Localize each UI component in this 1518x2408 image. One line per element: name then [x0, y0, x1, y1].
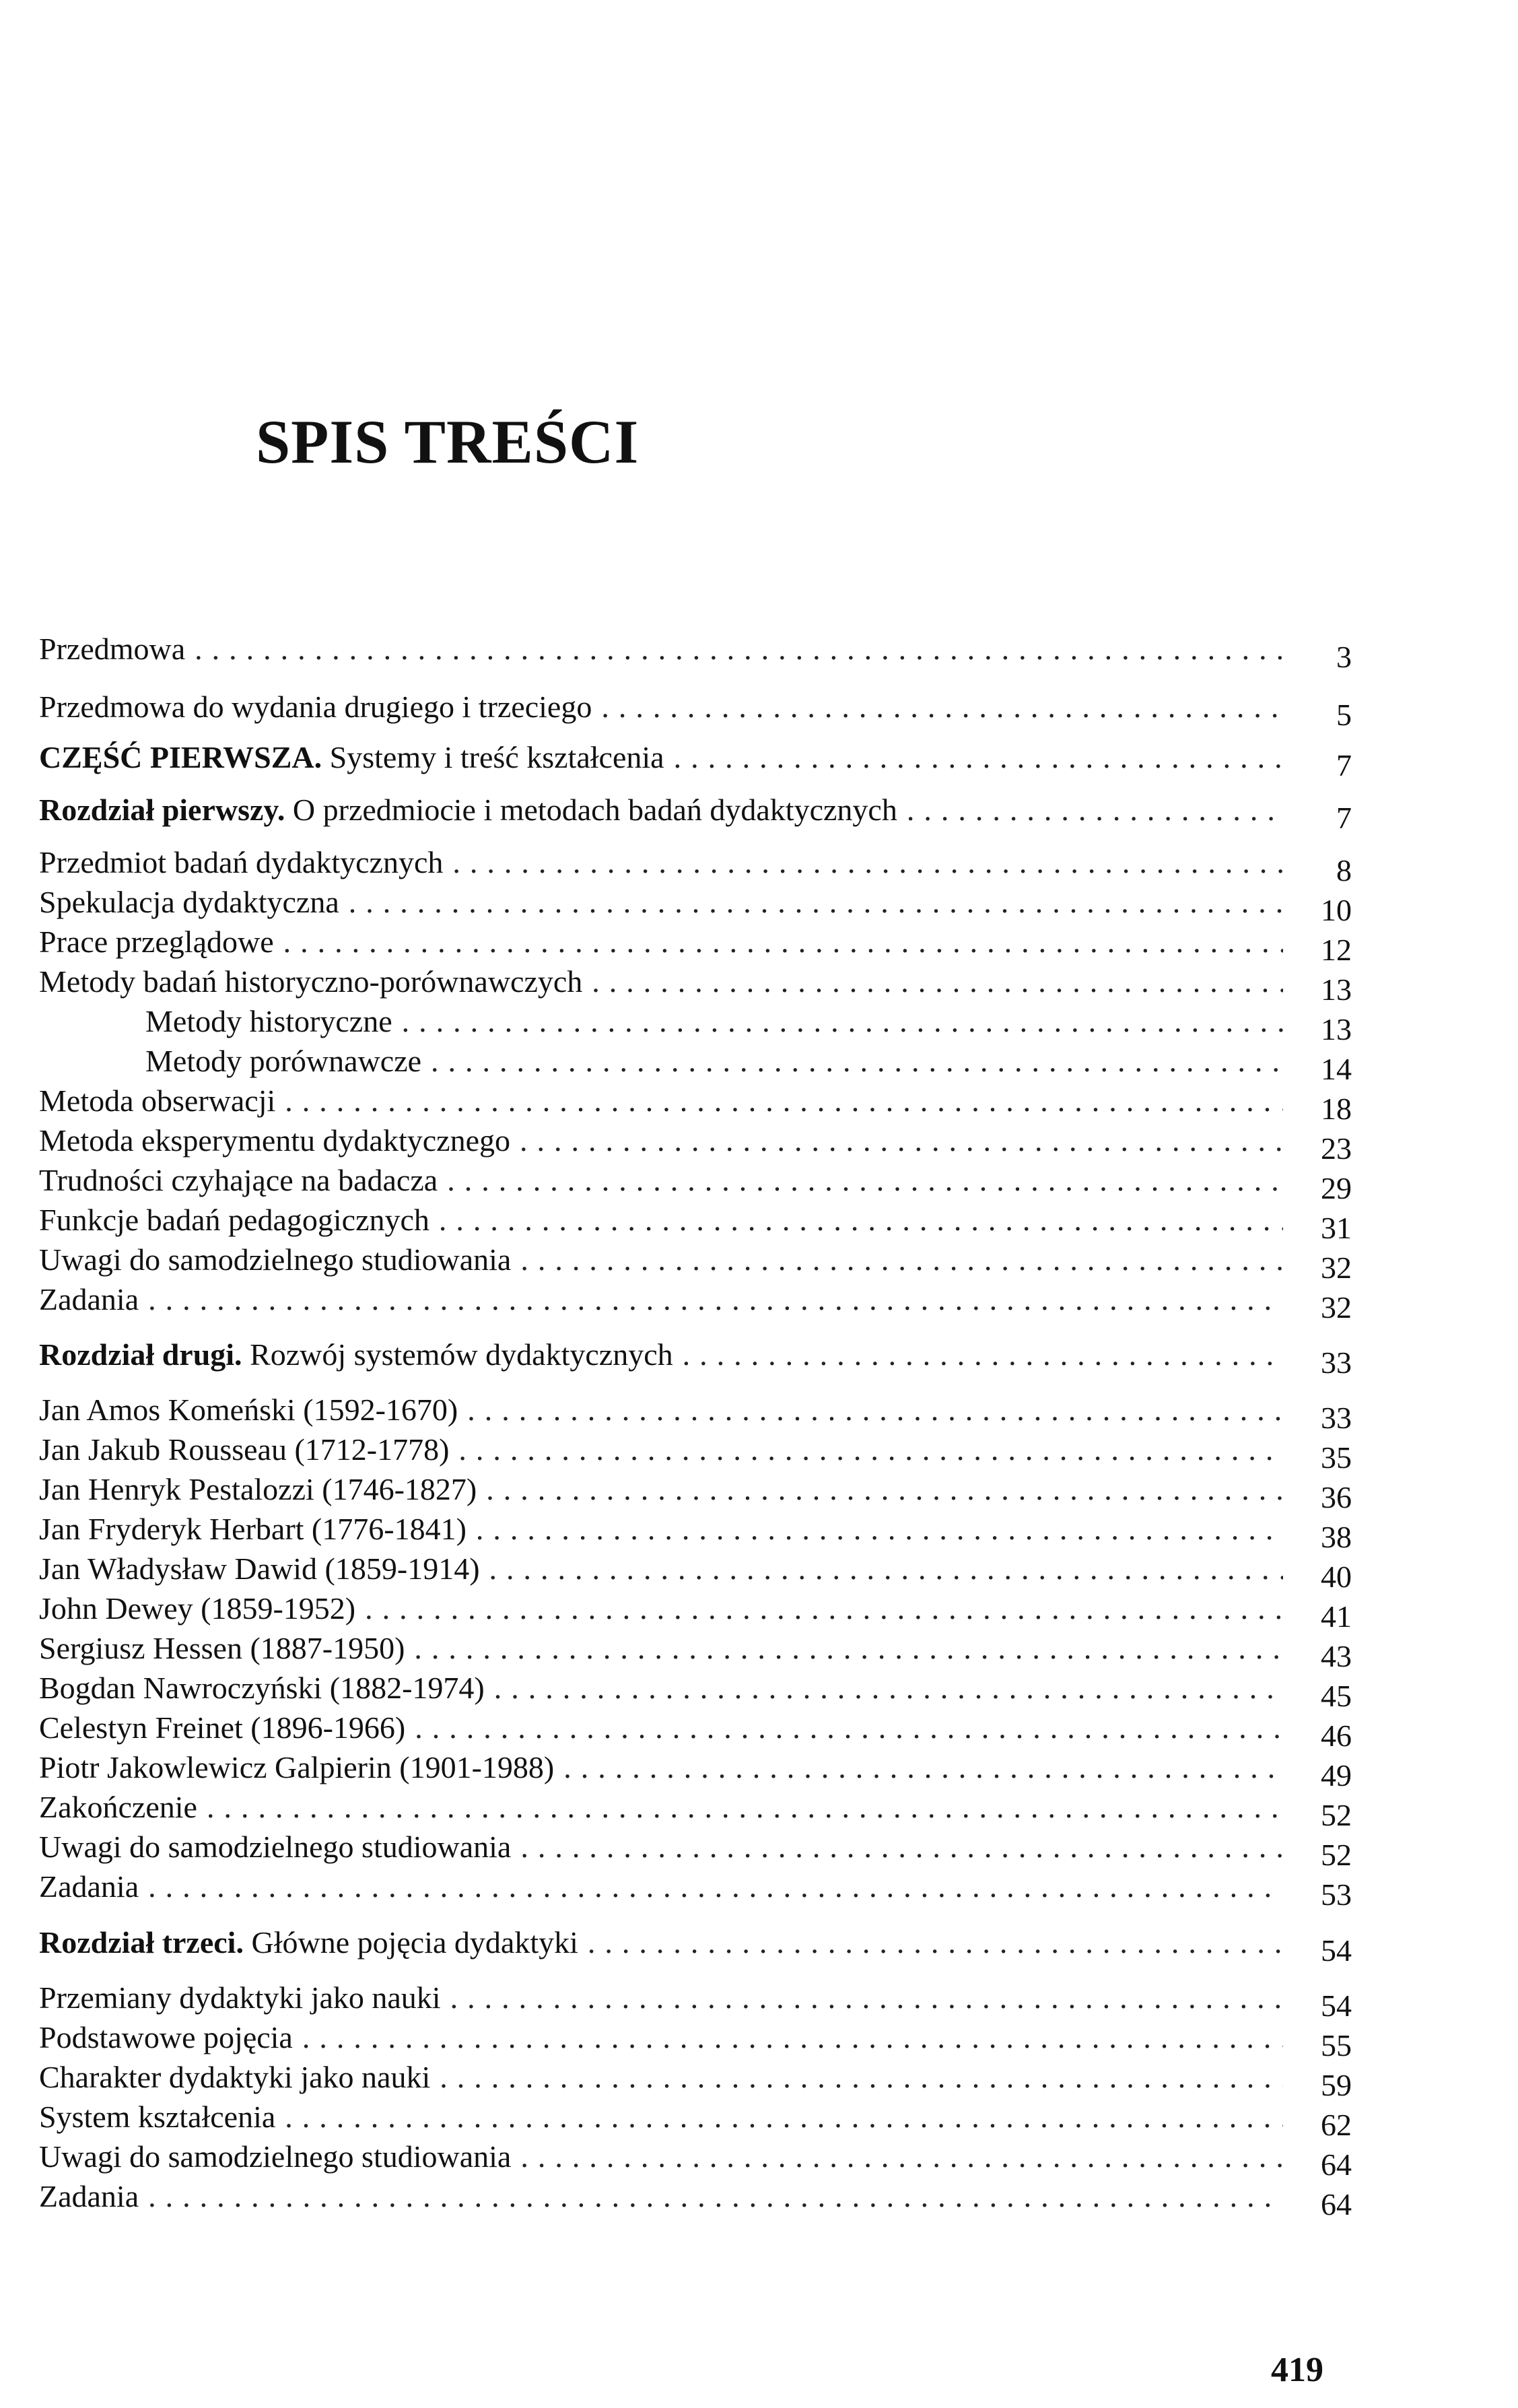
toc-entry-label: Metody porównawcze [145, 1044, 422, 1078]
dot-leader [365, 1589, 1283, 1628]
dot-leader [148, 1280, 1283, 1319]
toc-entry [39, 1828, 1352, 1872]
toc-entry-label: Przedmowa [39, 632, 186, 666]
toc-entry [39, 1121, 1352, 1166]
toc-entry-page: 7 [1336, 801, 1352, 835]
toc-entry-page: 64 [1321, 2147, 1352, 2182]
dot-leader [588, 1923, 1283, 1962]
toc-entry-label: Jan Henryk Pestalozzi (1746-1827) [39, 1472, 477, 1506]
toc-entry-label: Zadania [39, 1869, 139, 1904]
toc-entry-label: Celestyn Freinet (1896-1966) [39, 1710, 406, 1745]
toc-entry-label: Trudności czyhające na badacza [39, 1163, 438, 1197]
toc-entry-label: Prace przeglądowe [39, 925, 274, 959]
toc-entry-page: 52 [1321, 1838, 1352, 1872]
toc-entry-page: 62 [1321, 2108, 1352, 2142]
toc-entry [39, 2098, 1352, 2142]
toc-entry [39, 1391, 1352, 1435]
toc-entry [39, 923, 1352, 967]
toc-entry-label: Metoda eksperymentu dydaktycznego [39, 1123, 510, 1158]
dot-leader [195, 630, 1283, 669]
dot-leader [440, 2058, 1283, 2097]
toc-entry-label: Jan Fryderyk Herbart (1776-1841) [39, 1512, 467, 1546]
toc-entry-label: Przedmowa do wydania drugiego i trzeciego [39, 690, 592, 724]
toc-entry [39, 2018, 1352, 2063]
toc-entry-page: 7 [1336, 748, 1352, 782]
toc-entry-label: Jan Jakub Rousseau (1712-1778) [39, 1432, 450, 1467]
toc-entry-page: 55 [1321, 2028, 1352, 2063]
dot-leader [207, 1788, 1283, 1827]
dot-leader [302, 2018, 1283, 2057]
toc-entry [39, 1161, 1352, 1205]
page-title: SPIS TREŚCI [256, 407, 640, 476]
toc-entry-page: 14 [1321, 1052, 1352, 1086]
toc-entry [39, 883, 1352, 927]
toc-entry [39, 2137, 1352, 2182]
dot-leader [494, 1669, 1283, 1708]
toc-entry-page: 38 [1321, 1520, 1352, 1554]
toc-entry [39, 1081, 1352, 1126]
toc-entry [39, 1978, 1352, 2023]
toc-entry-page: 12 [1321, 933, 1352, 967]
toc-entry-label: Bogdan Nawroczyński (1882-1974) [39, 1671, 485, 1705]
toc-entry-page: 46 [1321, 1718, 1352, 1753]
dot-leader [349, 883, 1283, 922]
toc-entry-page: 23 [1321, 1131, 1352, 1166]
toc-entry [39, 2177, 1352, 2221]
toc-entry-label: Metody badań historyczno-porównawczych [39, 964, 583, 999]
dot-leader [563, 1748, 1283, 1787]
toc-entry [39, 1589, 1352, 1634]
toc-entry [39, 1510, 1352, 1554]
toc-entry-label: Sergiusz Hessen (1887-1950) [39, 1631, 405, 1665]
toc-entry [39, 1430, 1352, 1475]
dot-leader [285, 2098, 1283, 2137]
toc-entry [39, 630, 1352, 674]
toc-entry-page: 40 [1321, 1560, 1352, 1594]
toc-entry-page: 54 [1321, 1988, 1352, 2023]
toc-entry-page: 59 [1321, 2068, 1352, 2102]
toc-entry [39, 2058, 1352, 2102]
toc-entry-label: CZĘŚĆ PIERWSZA. Systemy i treść kształcenia [39, 740, 664, 774]
toc-entry [39, 843, 1352, 888]
toc-entry [39, 962, 1352, 1007]
dot-leader [592, 962, 1283, 1001]
toc-entry [39, 1240, 1352, 1285]
toc-entry-label: Przemiany dydaktyki jako nauki [39, 1980, 441, 2015]
dot-leader [450, 1978, 1283, 2017]
dot-leader [520, 2137, 1283, 2176]
toc-entry-page: 32 [1321, 1290, 1352, 1325]
dot-leader [452, 843, 1283, 882]
toc-entry-label: Jan Amos Komeński (1592-1670) [39, 1393, 458, 1427]
toc-entry-page: 13 [1321, 972, 1352, 1007]
toc-entry-label: Piotr Jakowlewicz Galpierin (1901-1988) [39, 1750, 555, 1784]
toc-subentry [39, 1002, 1352, 1046]
toc-entry [39, 1748, 1352, 1793]
toc-entry-page: 33 [1321, 1401, 1352, 1435]
toc-entry-label: Podstawowe pojęcia [39, 2020, 293, 2054]
dot-leader [601, 688, 1283, 727]
toc-entry [39, 1669, 1352, 1713]
toc-entry-page: 8 [1336, 853, 1352, 888]
dot-leader [674, 738, 1283, 777]
toc-entry-page: 13 [1321, 1012, 1352, 1046]
dot-leader [402, 1002, 1283, 1041]
toc-entry-page: 5 [1336, 698, 1352, 732]
dot-leader [476, 1510, 1283, 1549]
dot-leader [283, 923, 1283, 962]
dot-leader [467, 1391, 1283, 1430]
toc-entry-page: 31 [1321, 1211, 1352, 1245]
toc-entry-page: 32 [1321, 1250, 1352, 1285]
toc-entry [39, 1549, 1352, 1594]
toc-entry-page: 33 [1321, 1345, 1352, 1380]
toc-entry-label: Uwagi do samodzielnego studiowania [39, 2139, 512, 2174]
page-number: 419 [1271, 2351, 1323, 2389]
toc-entry-label: Rozdział trzeci. Główne pojęcia dydaktyki [39, 1925, 578, 1960]
toc-entry-label: Zadania [39, 2179, 139, 2213]
toc-entry [39, 1280, 1352, 1325]
dot-leader [148, 1867, 1283, 1906]
toc-entry-label: Funkcje badań pedagogicznych [39, 1203, 429, 1237]
toc-entry-label: Jan Władysław Dawid (1859-1914) [39, 1551, 480, 1586]
toc-entry-label: Charakter dydaktyki jako nauki [39, 2060, 431, 2094]
toc-entry-page: 49 [1321, 1758, 1352, 1793]
dot-leader [439, 1201, 1283, 1240]
toc-entry [39, 1201, 1352, 1245]
dot-leader [489, 1549, 1283, 1588]
toc-entry-page: 52 [1321, 1798, 1352, 1832]
toc-entry [39, 1867, 1352, 1912]
dot-leader [415, 1708, 1283, 1747]
toc-subentry [39, 1042, 1352, 1086]
toc-entry-label: Metoda obserwacji [39, 1083, 276, 1118]
toc-entry-page: 64 [1321, 2187, 1352, 2221]
toc-entry-label: Zakończenie [39, 1790, 197, 1824]
dot-leader [486, 1470, 1283, 1509]
toc-entry-label: Metody historyczne [145, 1004, 392, 1038]
toc-entry-page: 18 [1321, 1092, 1352, 1126]
toc-entry-page: 45 [1321, 1679, 1352, 1713]
toc-entry-page: 53 [1321, 1877, 1352, 1912]
toc-entry [39, 688, 1352, 732]
dot-leader [520, 1121, 1283, 1160]
toc-entry-page: 43 [1321, 1639, 1352, 1673]
toc-chapter-heading [39, 1335, 1352, 1380]
toc-entry [39, 1629, 1352, 1673]
dot-leader [148, 2177, 1283, 2216]
toc-entry-label: Przedmiot badań dydaktycznych [39, 845, 444, 879]
toc-entry-label: Uwagi do samodzielnego studiowania [39, 1830, 512, 1864]
dot-leader [520, 1828, 1283, 1867]
toc-entry-label: Rozdział pierwszy. O przedmiocie i metodach badań dydaktycznych [39, 793, 897, 827]
dot-leader [907, 791, 1283, 830]
toc-chapter-heading [39, 791, 1352, 835]
toc-entry [39, 1708, 1352, 1753]
toc-chapter-heading [39, 1923, 1352, 1968]
toc-entry [39, 1470, 1352, 1514]
toc-entry-page: 36 [1321, 1480, 1352, 1514]
dot-leader [414, 1629, 1283, 1668]
dot-leader [447, 1161, 1283, 1200]
toc-entry-label: John Dewey (1859-1952) [39, 1591, 356, 1626]
toc-part-heading [39, 738, 1352, 782]
toc-entry-page: 35 [1321, 1440, 1352, 1475]
toc-entry-page: 10 [1321, 893, 1352, 927]
toc-entry-page: 29 [1321, 1171, 1352, 1205]
dot-leader [520, 1240, 1283, 1279]
dot-leader [285, 1081, 1283, 1121]
dot-leader [458, 1430, 1283, 1469]
toc-entry-label: System kształcenia [39, 2100, 276, 2134]
toc-entry-label: Rozdział drugi. Rozwój systemów dydaktycznych [39, 1337, 673, 1372]
toc-entry-page: 54 [1321, 1933, 1352, 1968]
toc-entry-label: Zadania [39, 1282, 139, 1316]
dot-leader [431, 1042, 1283, 1081]
toc-entry [39, 1788, 1352, 1832]
toc-entry-label: Uwagi do samodzielnego studiowania [39, 1242, 512, 1277]
toc-entry-label: Spekulacja dydaktyczna [39, 885, 339, 919]
toc-entry-page: 41 [1321, 1599, 1352, 1634]
toc-entry-page: 3 [1336, 640, 1352, 674]
dot-leader [683, 1335, 1283, 1374]
